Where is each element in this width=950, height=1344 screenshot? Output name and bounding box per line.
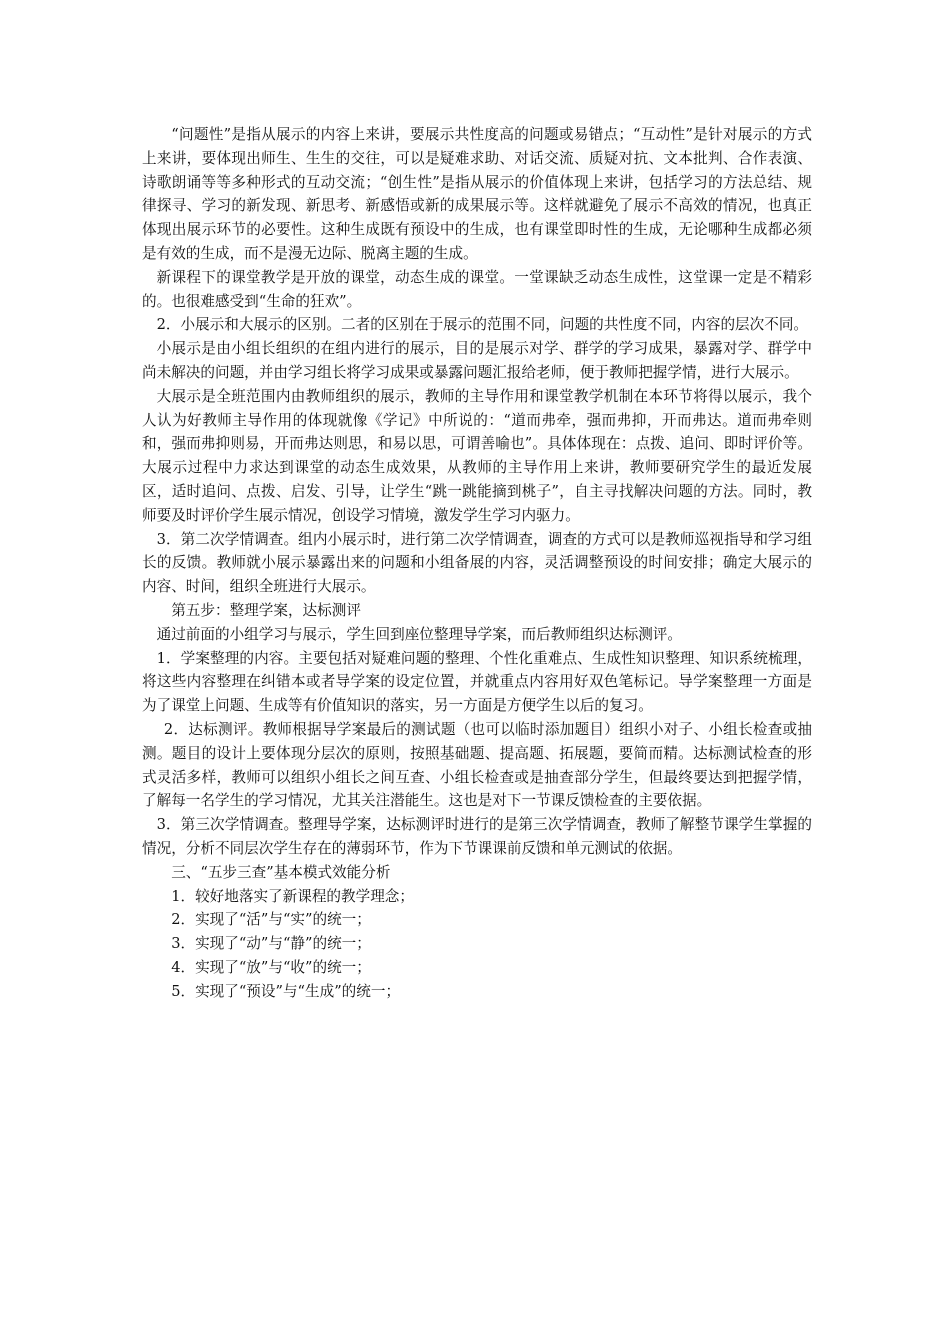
section-heading-part-three: 三、“五步三查”基本模式效能分析 (171, 863, 391, 881)
paragraph-step-five-intro: 通过前面的小组学习与展示，学生回到座位整理导学案，而后教师组织达标测评。 (156, 625, 682, 643)
paragraph-dynamic-classroom: 新课程下的课堂教学是开放的课堂，动态生成的课堂。一堂课缺乏动态生成性，这堂课一定是不精彩的。也很难感受到“生命的狂欢”。 (142, 268, 812, 310)
section-heading-step-five: 第五步：整理学案，达标测评 (171, 601, 361, 619)
list-item-1: 1．较好地落实了新课程的教学理念； (171, 887, 414, 905)
document-body (142, 123, 812, 1003)
paragraph-large-showcase: 大展示是全班范围内由教师组织的展示，教师的主导作用和课堂教学机制在本环节将得以展示，我个人认为好教师主导作用的体现就像《学记》中所说的：“道而弗牵，强而弗抑，开而弗达。道而弗牵则和，强而弗抑则易，开而弗达则思，和易以思，可谓善喻也”。具体体现在：点拨、追问、即时评价等。大展示过程中力求达到课堂的动态生成效果，从教师的主导作用上来讲，教师要研究学生的最近发展区，适时追问、点拨、启发、引导，让学生“跳一跳能摘到桃子”，自主寻找解决问题的方法。同时，教师要及时评价学生展示情况，创设学习情境，激发学生学习内驱力。 (142, 387, 812, 524)
paragraph-point-1-organize: 1．学案整理的内容。主要包括对疑难问题的整理、个性化重难点、生成性知识整理、知识系统梳理，将这些内容整理在纠错本或者导学案的设定位置，并就重点内容用好双色笔标记。导学案整理一方面是为了课堂上问题、生成等有价值知识的落实，另一方面是方便学生以后的复习。 (142, 649, 812, 715)
paragraph-point-2-difference: 2．小展示和大展示的区别。二者的区别在于展示的范围不同，问题的共性度不同，内容的层次不同。 (156, 316, 809, 334)
paragraph-small-showcase: 小展示是由小组长组织的在组内进行的展示，目的是展示对学、群学的学习成果，暴露对学、群学中尚未解决的问题，并由学习组长将学习成果或暴露问题汇报给老师，便于教师把握学情，进行大展示。 (142, 340, 812, 381)
list-item-4: 4．实现了“放”与“收”的统一； (171, 958, 371, 976)
paragraph-point-3-second-survey: 3．第二次学情调查。组内小展示时，进行第二次学情调查，调查的方式可以是教师巡视指导和学习组长的反馈。教师就小展示暴露出来的问题和小组备展的内容，灵活调整预设的时间安排；确定大展示的内容、时间，组织全班进行大展示。 (142, 530, 812, 596)
paragraph-point-2-assessment: 2．达标测评。教师根据导学案最后的测试题（也可以临时添加题目）组织小对子、小组长检查或抽测。题目的设计上要体现分层次的原则，按照基础题、提高题、拓展题，要简而精。达标测试检查的形式灵活多样，教师可以组织小组长之间互查、小组长检查或是抽查部分学生，但最终要达到把握学情，了解每一名学生的学习情况，尤其关注潜能生。这也是对下一节课反馈检查的主要依据。 (142, 720, 812, 810)
paragraph-showcase-criteria: “问题性”是指从展示的内容上来讲，要展示共性度高的问题或易错点；“互动性”是针对展示的方式上来讲，要体现出师生、生生的交往，可以是疑难求助、对话交流、质疑对抗、文本批判、合作表演、诗歌朗诵等等多种形式的互动交流；“创生性”是指从展示的价值体现上来讲，包括学习的方法总结、规律探寻、学习的新发现、新思考、新感悟或新的成果展示等。这样就避免了展示不高效的情况，也真正体现出展示环节的必要性。这种生成既有预设中的生成，也有课堂即时性的生成，无论哪种生成都必须是有效的生成，而不是漫无边际、脱离主题的生成。 (142, 126, 812, 262)
paragraph-point-3-third-survey: 3．第三次学情调查。整理导学案，达标测评时进行的是第三次学情调查，教师了解整节课学生掌握的情况，分析不同层次学生存在的薄弱环节，作为下节课课前反馈和单元测试的依据。 (142, 816, 812, 857)
list-item-5: 5．实现了“预设”与“生成”的统一； (171, 982, 401, 1000)
list-item-2: 2．实现了“活”与“实”的统一； (171, 911, 371, 929)
list-item-3: 3．实现了“动”与“静”的统一； (171, 935, 371, 953)
